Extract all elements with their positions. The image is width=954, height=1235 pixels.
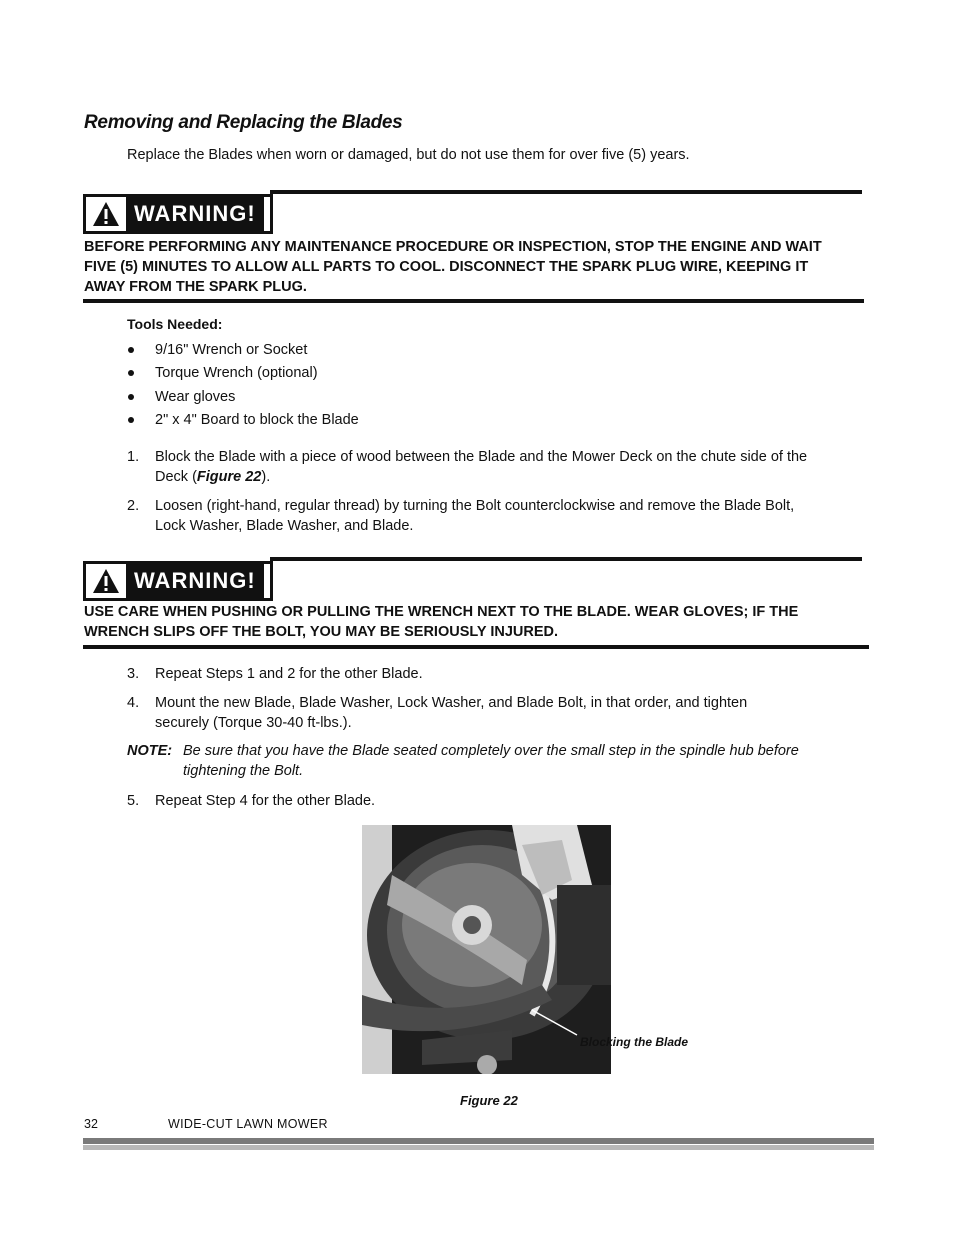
note: NOTE: Be sure that you have the Blade seated completely over the small step in the spindle hub before tightening the Bolt. [127,743,799,779]
intro-text: Replace the Blades when worn or damaged, but do not use them for over five (5) years. [127,147,690,163]
warning-line: USE CARE WHEN PUSHING OR PULLING THE WRENCH NEXT TO THE BLADE. WEAR GLOVES; IF THE [84,604,799,620]
warning-badge-1 [83,194,273,234]
figure-caption: Figure 22 [460,1093,518,1108]
warning-line: BEFORE PERFORMING ANY MAINTENANCE PROCEDURE OR INSPECTION, STOP THE ENGINE AND WAIT [84,239,822,255]
bullet-icon [128,347,134,353]
mower-deck-illustration [362,825,611,1074]
page-number: 32 [84,1117,98,1131]
warning-top-rule [270,190,862,194]
footer-rule-dark [83,1138,874,1144]
warning-bottom-rule [83,645,869,649]
list-item: 9/16" Wrench or Socket [127,338,359,362]
tools-list [127,338,359,432]
list-item: Torque Wrench (optional) [127,362,359,386]
figure-reference: Figure 22 [196,469,262,485]
footer-rule-light [83,1145,874,1150]
warning-text-1 [84,237,874,297]
note-label: NOTE: [127,743,173,759]
bullet-icon [128,417,134,423]
warning-line: AWAY FROM THE SPARK PLUG. [84,279,307,295]
step-3: 3. Repeat Steps 1 and 2 for the other Blade. [127,666,423,682]
warning-top-rule [270,557,862,561]
list-item: 2" x 4" Board to block the Blade [127,409,359,433]
warning-line: FIVE (5) MINUTES TO ALLOW ALL PARTS TO COOL. DISCONNECT THE SPARK PLUG WIRE, KEEPING IT [84,259,809,275]
warning-triangle-icon [86,564,126,598]
section-heading: Removing and Replacing the Blades [84,112,403,133]
bullet-icon [128,394,134,400]
tools-title: Tools Needed: [127,316,223,332]
warning-text-2 [84,602,874,642]
warning-triangle-icon [86,197,126,231]
warning-badge-2 [83,561,273,601]
warning-label: WARNING! [126,564,264,598]
bullet-icon [128,370,134,376]
step-4: 4. Mount the new Blade, Blade Washer, Lock Washer, and Blade Bolt, in that order, and tighten securely (Torque 30-40 ft-lbs.). [127,695,748,731]
list-item: Wear gloves [127,385,359,409]
warning-label: WARNING! [126,197,264,231]
figure-inset-label: Blocking the Blade [580,1035,689,1049]
step-2: 2. Loosen (right-hand, regular thread) by turning the Bolt counterclockwise and remove the Blade Bolt, Lock Washer, Blade Washer, and Blade. [127,498,795,534]
warning-line: WRENCH SLIPS OFF THE BOLT, YOU MAY BE SERIOUSLY INJURED. [84,624,559,640]
step-5: 5. Repeat Step 4 for the other Blade. [127,793,376,809]
warning-bottom-rule [83,299,864,303]
step-1: 1. Block the Blade with a piece of wood between the Blade and the Mower Deck on the chute side of the Deck (Figure 22). [127,449,808,485]
figure-photo [362,825,611,1074]
footer-title: WIDE-CUT LAWN MOWER [168,1117,328,1131]
